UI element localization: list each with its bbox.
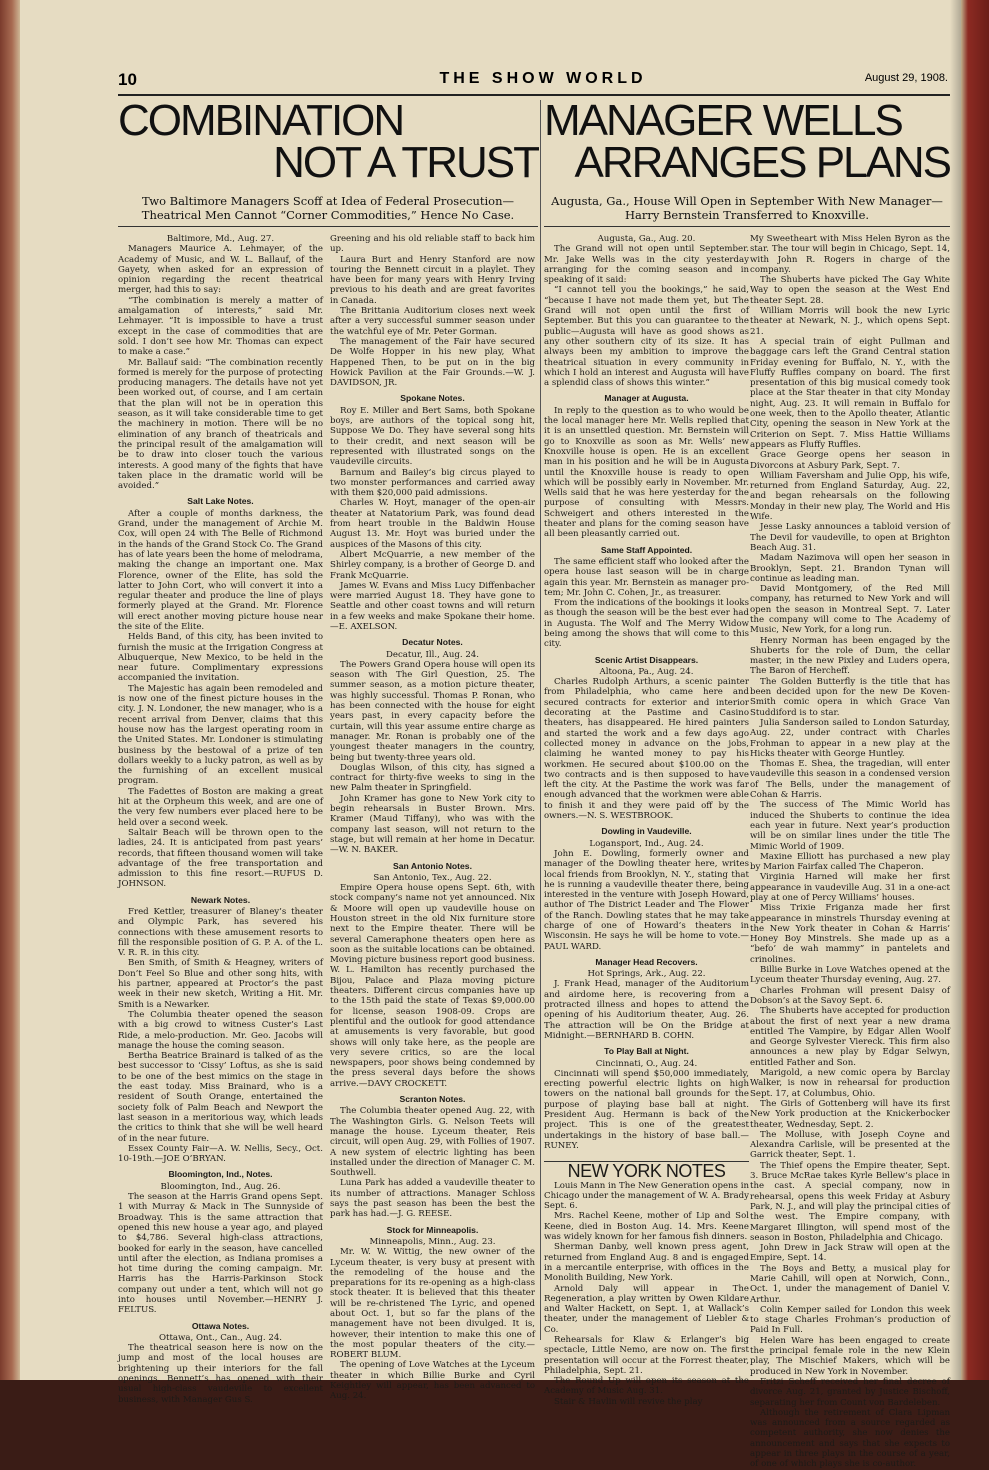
dateline: Baltimore, Md., Aug. 27.	[166, 234, 275, 244]
paragraph: From the indications of the bookings it looks as though the season will be the best ever had in Augusta. The Wolf and The Merry Widow being among the shows that will come to this city.	[544, 598, 749, 650]
paragraph: Mr. Ballauf said: “The combination recently formed is merely for the purpose of protecting producing managers. The details have not yet been worked out, of course, and I am certain that the plan will not be in operation this season, as it will take considerable time to get the machinery in motion. There will be no elimination of any branch of theatricals and the principal result of the amalgamation will be to draw into closer touch the various interests. A good many of the fights that have taken place in the dramatic world will be avoided.”	[118, 357, 323, 492]
paragraph: Roy E. Miller and Bert Sams, both Spokane boys, are authors of the topical song hit, Suppose We Do. They have several song hits to their credit, and next season will be represented with illustrated songs on the vaudeville circuits.	[330, 405, 535, 468]
paragraph: Rehearsals for Klaw & Erlanger’s big spectacle, Little Nemo, are now on. The first presentation will occur at the Forrest theater, Philadelphia, Sept. 21.	[544, 1334, 749, 1376]
paragraph: The Fadettes of Boston are making a great hit at the Orpheum this week, and are one of the very few numbers ever placed here to be held over a second week.	[118, 786, 323, 828]
paragraph: Stair & Havlin will revive the play	[554, 1396, 703, 1407]
paragraph: Fritzi Scheff received her final decree of divorce Aug. 21, granted by Justice Bischoff, separating her from Count von Bardeleben.	[750, 1376, 950, 1408]
section-heading: Ottawa Notes.	[191, 1320, 250, 1331]
dateline: Decatur, Ill., Aug. 24.	[386, 649, 479, 660]
paragraph: Ben Smith, of Smith & Heagney, writers of Don’t Feel So Blue and other song hits, with his partner, appeared at Proctor’s the past week in their new sketch, Writing a Hit. Mr. Smith is a Newarker.	[118, 958, 323, 1010]
paragraph: Douglas Wilson, of this city, has signed a contract for thirty-five weeks to sing in the new Palm theater in Springfield.	[330, 762, 535, 794]
paragraph: Mrs. Rachel Keene, mother of Lip and Sol Keene, died in Boston Aug. 14. Mrs. Keene was widely known for her famous fish dinners.	[544, 1211, 749, 1243]
section-heading: Stock for Minneapolis.	[386, 1224, 479, 1235]
paragraph: Thomas E. Shea, the tragedian, will enter vaudeville this season in a condensed version of The Bells, under the management of Cohan & Harris.	[750, 759, 950, 801]
paragraph: The Grand will not open until September. Mr. Jake Wells was in the city yesterday arranging for the coming season and in speaking of it said:	[544, 244, 749, 286]
dateline: Bloomington, Ind., Aug. 26.	[160, 1181, 281, 1192]
paragraph: A special train of eight Pullman and baggage cars left the Grand Central station Friday evening for Buffalo, N. Y., with the Fluffy Ruffles company on board. The first presentation of this big musical comedy took place at the Star theater in that city Monday night, Aug. 23. It will remain in Buffalo for one week, then to the Apollo theater, Atlantic City, opening the season in New York at the Criterion on Sept. 7. Miss Hattie Williams appears as Fluffy Ruffles.	[750, 336, 950, 450]
right-headline-line-1: MANAGER WELLS	[544, 96, 902, 145]
paragraph: Laura Burt and Henry Stanford are now touring the Bennett circuit in a playlet. They have been for many years with Henry Irving previous to his death and are great favorites in Canada.	[330, 254, 535, 306]
section-heading: Salt Lake Notes.	[187, 496, 254, 507]
section-heading: Manager at Augusta.	[604, 393, 689, 404]
paragraph: The same efficient staff who looked after the opera house last season will be in charge again this year. Mr. Bernstein as manager pro-tem; Mr. John C. Cohen, Jr., as treasurer.	[544, 556, 749, 598]
dateline: Ottawa, Ont., Can., Aug. 24.	[158, 1332, 283, 1343]
paragraph: Sherman Danby, well known press agent, returned from England Aug. 8 and is engaged in a mercantile enterprise, with offices in the Monolith Building, New York.	[544, 1242, 749, 1284]
paragraph: The Columbia theater opened Aug. 22, with The Washington Girls. G. Nelson Teets will manage the house. Lyceum theater, Reis circuit, will open Aug. 29, with Follies of 1907. A new system of electric lighting has been installed under the direction of Manager C. M. Southwell.	[330, 1106, 535, 1179]
paragraph: The Brittania Auditorium closes next week after a very successful summer season under the watchful eye of Mr. Peter Gorman.	[330, 306, 535, 337]
dateline: Minneapolis, Minn., Aug. 23.	[369, 1236, 496, 1247]
section-heading: Same Staff Appointed.	[600, 544, 693, 555]
paragraph: Julia Sanderson sailed to London Saturday, Aug. 22, under contract with Charles Frohman to appear in a new play at the Hicks theater with George Huntley.	[750, 717, 950, 759]
column-divider	[540, 100, 541, 1340]
section-title: NEW YORK NOTES	[544, 1161, 749, 1176]
paragraph: Charles Frohman will present Daisy of Dobson’s at the Savoy Sept. 6.	[750, 985, 950, 1006]
column-2	[330, 234, 535, 1402]
section-heading: Newark Notes.	[190, 894, 251, 905]
dateline: Altoona, Pa., Aug. 24.	[599, 666, 694, 677]
right-headline-line-2: ARRANGES PLANS	[574, 138, 950, 187]
paragraph: Saltair Beach will be thrown open to the ladies, 24. It is anticipated from past years’ records, that fifteen thousand women will take advantage of the free transportation and admission to this fine resort.—RUFUS D. JOHNSON.	[118, 827, 323, 890]
issue-date: August 29, 1908.	[864, 72, 948, 84]
paragraph: Empire Opera house opens Sept. 6th, with stock company’s name not yet announced. Nix & Moore will open up vaudeville house on Houston street in the old Nix furniture store next to the Empire theater. There will be several Cameraphone theaters open here as soon as the suitable locations can be obtained. Moving picture business report good business. W. L. Hamilton has recently purchased the Bijou, Palace and Plaza moving picture theaters. Different circus companies have up to the 15th paid the state of Texas $9,000.00 for license, season 1908-09. Crops are plentiful and the outlook for good attendance at amusements is very favorable, but good shows will only take here, as the people are very severe critics, so are the local newspapers, poor shows being condemned by the press several days before the shows arrive.—DAVY CROCKETT.	[330, 883, 535, 1089]
paragraph: Although the retirement of Clara Lipman was announced from a source regarded as competent authority, she now denies the announcement and says that she expects to appear in three plays in the course of a year, of one of which plays she is co-author.	[750, 1407, 950, 1470]
paragraph: Charles Rudolph Arthurs, a scenic painter from Philadelphia, who came here and secured contracts for exterior and interior decorating at the Pastime and Casino theaters, has disappeared. He hired painters and started the work and a few days ago collected money in advance on the jobs, claiming he wanted money to pay his workmen. He secured about $100.00 on the two contracts and is then supposed to have left the city. At the Pastime the work was far enough advanced that the workmen were able to finish it and they were paid off by the owners.—N. S. WESTBROOK.	[544, 677, 749, 822]
paragraph: The opening of Love Watches at the Lyceum theater in which Billie Burke and Cyril Keightley will appear, has been advanced to Aug. 24.	[330, 1360, 535, 1402]
paragraph: William Faversham and Julie Opp, his wife, returned from England Saturday, Aug. 22, and began rehearsals on the following Monday in their new play, The World and His Wife.	[750, 470, 950, 523]
paragraph: The Shuberts have accepted for production about the first of next year a new drama entitled The Vampire, by Edgar Allen Woolf and George Sylvester Viereck. This firm also announces a new play by Edgar Selwyn, entitled Father and Son.	[750, 1006, 950, 1068]
left-headline-line-2: NOT A TRUST	[273, 138, 538, 187]
paragraph: The success of The Mimic World has induced the Shuberts to continue the idea each year in future. Next year’s production will be on similar lines under the title The Mimic World of 1909.	[750, 800, 950, 852]
dateline: Hot Springs, Ark., Aug. 22.	[587, 969, 706, 980]
right-headline	[544, 96, 950, 190]
paragraph: Cincinnati will spend $50,000 immediately, erecting powerful electric lights on high towers on the national ball grounds for the purpose of playing base ball at night. President Aug. Hermann is back of the project. This is one of the greatest undertakings in the history of base ball.—RUNEY.	[544, 1068, 749, 1151]
paragraph: Louis Mann in The New Generation opens in Chicago under the management of W. A. Brady Sept. 6.	[544, 1180, 749, 1212]
paragraph: “I cannot tell you the bookings,” he said, “because I have not made them yet, but The Grand will not open until the first of September. But this you can guarantee to the public—Augusta will have as good shows as any other southern city of its size. It has always been my ambition to improve the theatrical situation in every community in which I hold an interest and Augusta will have a splendid class of shows this winter.”	[544, 285, 749, 389]
left-headline-line-1: COMBINATION	[118, 96, 404, 145]
book-edge	[961, 0, 989, 1380]
paragraph: John Drew in Jack Straw will open at the Empire, Sept. 14.	[750, 1243, 950, 1264]
section-heading: San Antonio Notes.	[393, 860, 472, 871]
paragraph: The Shuberts have picked The Gay White Way to open the season at the West End theater Sept. 28.	[750, 275, 950, 306]
paragraph: Charles W. Hoyt, manager of the open-air theater at Natatorium Park, was found dead from heart trouble in the Baldwin House August 13. Mr. Hoyt was buried under the auspices of the Masons of this city.	[330, 498, 535, 550]
dateline: San Antonio, Tex., Aug. 22.	[373, 872, 492, 883]
paragraph: Essex County Fair—A. W. Nellis, Secy., Oct. 10-19th.—JOE O’BRYAN.	[118, 1143, 323, 1165]
column-4	[750, 234, 950, 1470]
paragraph: Grace George opens her season in Divorcons at Asbury Park, Sept. 7.	[750, 450, 950, 471]
paragraph: Virginia Harned will make her first appearance in vaudeville Aug. 31 in a one-act play at one of Percy Williams’ houses.	[750, 872, 950, 903]
dateline: Logansport, Ind., Aug. 24.	[589, 838, 704, 849]
paragraph: John E. Dowling, formerly owner and manager of the Dowling theater here, writes local friends from Brooklyn, N. Y., stating that he is running a vaudeville theater there, being interested in the venture with Joseph Howard, author of The District Leader and The Flower of the Ranch. Dowling states that he may take charge of one of Howard’s theaters in Wisconsin. He says he will be home to vote.—PAUL WARD.	[544, 848, 749, 952]
paragraph: The Thief opens the Empire theater, Sept. 3. Bruce McRae takes Kyrle Bellew’s place in the cast. A special company, now in rehearsal, opens this week Friday at Asbury Park, N. J., and will play the principal cities of the west. The Empire company, with Margaret Illington, will spend most of the season in Boston, Philadelphia and Chicago.	[750, 1160, 950, 1243]
paragraph: J. Frank Head, manager of the Auditorium and airdome here, is recovering from a protracted illness and hopes to attend the opening of his Auditorium theater, Aug. 26. The attraction will be On the Bridge at Midnight.—BERNHARD B. COHN.	[544, 979, 749, 1041]
paragraph: Henry Norman has been engaged by the Shuberts for the role of Dum, the cellar master, in the new Pixley and Luders opera, The Baron of Hercheff.	[750, 635, 950, 677]
paragraph: Jesse Lasky announces a tabloid version of The Devil for vaudeville, to open at Brighton Beach Aug. 31.	[750, 522, 950, 553]
paragraph: Helen Ware has been engaged to create the principal female role in the new Klein play, The Mischief Makers, which will be produced in New York in November.	[750, 1335, 950, 1377]
paragraph: Albert McQuarrie, a new member of the Shirley company, is a brother of George D. and Frank McQuarrie.	[330, 549, 535, 581]
right-deck-rule	[544, 226, 950, 227]
paragraph: Madam Nazimova will open her season in Brooklyn, Sept. 21. Brandon Tynan will continue as leading man.	[750, 553, 950, 584]
paragraph: John Kramer has gone to New York city to begin rehearsals in Buster Brown. Mrs. Kramer (Maud Tiffany), who was with the company last season, will not return to the stage, but will remain at her home in Decatur.—W. N. BAKER.	[330, 793, 535, 856]
right-deck: Augusta, Ga., House Will Open in September With New Manager—Harry Bernstein Transferred to Knoxville.	[551, 194, 943, 222]
paragraph: Billie Burke in Love Watches opened at the Lyceum theater Thursday evening, Aug. 27.	[750, 965, 950, 986]
paragraph: Arnold Daly will appear in The Regeneration, a play written by Owen Kildare and Walter Hackett, on Sept. 1, at Wallack’s theater, under the management of Liebler & Co.	[544, 1283, 749, 1335]
page-header	[118, 70, 948, 92]
paragraph: Luna Park has added a vaudeville theater to its number of attractions. Manager Schloss says the past season has been the best the park has had.—J. G. REESE.	[330, 1178, 535, 1220]
paragraph: Colin Kemper sailed for London this week to stage Charles Frohman’s production of Paid In Full.	[750, 1304, 950, 1336]
dateline: Augusta, Ga., Aug. 20.	[597, 234, 696, 244]
column-3	[544, 234, 749, 1407]
paragraph: Fred Kettler, treasurer of Blaney’s theater and Olympic Park, has severed his connections with these amusement resorts to fill the responsible position of G. P. A. of the L. V. R. R. in this city.	[118, 907, 323, 959]
paragraph: William Morris will book the new Lyric theater at Newark, N. J., which opens Sept. 21.	[750, 306, 950, 337]
paragraph: The Boys and Betty, a musical play for Marie Cahill, will open at Norwich, Conn., Oct. 1, under the management of Daniel V. Arthur.	[750, 1263, 950, 1305]
masthead: THE SHOW WORLD	[439, 70, 647, 87]
paragraph: The theatrical season here is now on the jump and most of the local houses are brightening up their interiors for the fall openings. Bennett’s has opened with their usual high-class vaudeville to excellent business, with Manager Gus S.	[118, 1343, 323, 1405]
paragraph: The management of the Fair have secured De Wolfe Hopper in his new play, What Happened Then, to be put on in the big Howick Pavilion at the Fair Grounds.—W. J. DAVIDSON, JR.	[330, 336, 535, 389]
paragraph: Maxine Elliott has purchased a new play by Marion Fairfax called The Chaperon.	[750, 851, 950, 873]
paragraph: Mr. W. W. Wittig, the new owner of the Lyceum theater, is very busy at present with the remodeling of the house and the preparations for its re-opening as a high-class stock theater. It is believed that this theater will be re-christened The Lyric, and opened about Oct. 1, but so far the plans of the management have not been divulged. It is, however, their intention to make this one of the most popular theaters of the city.—ROBERT BLUM.	[330, 1247, 535, 1361]
paragraph: The Majestic has again been remodeled and is now one of the finest picture houses in the city. J. N. Londoner, the new manager, who is a recent arrival from Denver, claims that this house now has the largest operating room in the United States. Mr. Londoner is stimulating business by the bestowal of a prize of ten dollars weekly to a lucky patron, as well as by the furnishing of an excellent musical program.	[118, 683, 323, 787]
left-headline	[118, 96, 538, 190]
paragraph: After a couple of months darkness, the Grand, under the management of Archie M. Cox, will open 24 with The Belle of Richmond in the hands of the Grand Stock Co. The Grand has of late years been the home of melodrama, making the change an important one. Max Florence, owner of the Elite, has sold the latter to John Cort, who will convert it into a regular theater and produce the line of plays formerly played at the Grand. Mr. Florence will erect another moving picture house near the site of the Elite.	[118, 508, 323, 632]
paragraph: Managers Maurice A. Lehmayer, of the Academy of Music, and W. L. Ballauf, of the Gayety, when asked for an expression of opinion regarding the recent theatrical merger, had this to say:	[118, 244, 323, 296]
section-heading: Spokane Notes.	[400, 393, 465, 404]
paragraph: “The combination is merely a matter of amalgamation of interests,” said Mr. Lehmayer. “It is impossible to have a trust except in the case of commodities that are sold. I don’t see how Mr. Thomas can expect to make a case.”	[118, 295, 323, 358]
book-binding	[0, 0, 20, 1380]
paragraph: In reply to the question as to who would be the local manager here Mr. Wells replied that it is an unsettled question. Mr. Bernstein will go to Knoxville as soon as Mr. Wells’ new Knoxville house is open. He is an excellent man in his position and he will be in Augusta until the Knoxville house is ready to open which will be possibly early in November. Mr. Wells said that he was here yesterday for the purpose of consulting with Messrs. Schweigert and others interested in the theater and plans for the coming season have all been pleasantly carried out.	[544, 405, 749, 540]
paragraph: Marigold, a new comic opera by Barclay Walker, is now in rehearsal for production Sept. 17, at Columbus, Ohio.	[750, 1068, 950, 1099]
paragraph: The Powers Grand Opera house will open its season with The Girl Question, 25. The summer season, as a motion picture theater, was highly successful. Thomas P. Ronan, who has been connected with the house for eight years past, in every capacity before the curtain, will this year assume entire charge as manager. Mr. Ronan is probably one of the youngest theater managers in the country, being but twenty-three years old.	[330, 659, 535, 763]
left-deck: Two Baltimore Managers Scoff at Idea of Federal Prosecution—Theatrical Men Cannot “Corner Commodities,” Hence No Case.	[141, 194, 515, 222]
section-heading: Manager Head Recovers.	[595, 956, 698, 967]
section-heading: Scenic Artist Disappears.	[594, 654, 699, 665]
section-heading: Bloomington, Ind., Notes.	[168, 1169, 273, 1180]
dateline: Cincinnati, O., Aug. 24.	[595, 1058, 698, 1069]
paragraph: Barnum and Bailey’s big circus played to two monster performances and carried away with them $20,000 paid admissions.	[330, 467, 535, 499]
paragraph: The Round Up will open its season at the Academy of Music Aug. 31.	[544, 1376, 749, 1397]
section-heading: To Play Ball at Night.	[604, 1046, 689, 1057]
section-heading: Scranton Notes.	[399, 1094, 466, 1105]
paragraph: The Golden Butterfly is the title that has been decided upon for the new De Koven-Smith comic opera in which Grace Van Studdiford is to star.	[750, 676, 950, 718]
left-deck-rule	[118, 226, 538, 227]
paragraph: Miss Trixie Friganza made her first appearance in minstrels Thursday evening at the New York theater in Cohan & Harris’ Honey Boy Minstrels. She made up as a “befo’ de wah mammy” in pantelets and crinolines.	[750, 903, 950, 965]
section-heading: Decatur Notes.	[402, 637, 463, 648]
paragraph: The Girls of Gottenberg will have its first New York production at the Knickerbocker theater, Wednesday, Sept. 2.	[750, 1098, 950, 1130]
paragraph: The Molluse, with Joseph Coyne and Alexandra Carlisle, will be presented at the Garrick theater, Sept. 1.	[750, 1129, 950, 1161]
paragraph: Helds Band, of this city, has been invited to furnish the music at the Irrigation Congress at Albuquerque, New Mexico, to be held in the near future. Complimentary expressions accompanied the invitation.	[118, 632, 323, 684]
paragraph: Greening and his old reliable staff to back him up.	[330, 234, 535, 255]
page-number: 10	[118, 70, 137, 89]
paragraph: My Sweetheart with Miss Helen Byron as the star. The tour will begin in Chicago, Sept. 14, with John R. Rogers in charge of the company.	[750, 234, 950, 275]
paragraph: David Montgomery, of the Red Mill company, has returned to New York and will open the season in Montreal Sept. 7. Later the company will come to The Academy of Music, New York, for a long run.	[750, 584, 950, 636]
column-1	[118, 234, 323, 1405]
section-heading: Dowling in Vaudeville.	[601, 826, 692, 837]
paragraph: Bertha Beatrice Brainard is talked of as the best successor to ‘Cissy’ Loftus, as she is said to be one of the best mimics on the stage in the east today. Miss Brainard, who is a resident of South Orange, entertained the society folk of Palm Beach and Newport the last season in a meritorious way, which leads the critics to think that she will be well heard of in the near future.	[118, 1051, 323, 1144]
paragraph: The Columbia theater opened the season with a big crowd to witness Custer’s Last Ride, a melo-production. Mr. Geo. Jacobs will manage the house the coming season.	[118, 1009, 323, 1051]
paragraph: The season at the Harris Grand opens Sept. 1 with Murray & Mack in The Sunnyside of Broadway. This is the same attraction that opened this new house a year ago, and played to $4,786. Several high-class attractions, booked for early in the season, have cancelled until after the election, as Indiana promises a hot time during the coming campaign. Mr. Harris has the Harris-Parkinson Stock company out under a tent, which will not go into houses until November.—HENRY J. FELTUS.	[118, 1192, 323, 1316]
paragraph: James W. Evans and Miss Lucy Diffenbacher were married August 18. They have gone to Seattle and other coast towns and will return in a few weeks and make Spokane their home.—E. AXELSON.	[330, 580, 535, 632]
